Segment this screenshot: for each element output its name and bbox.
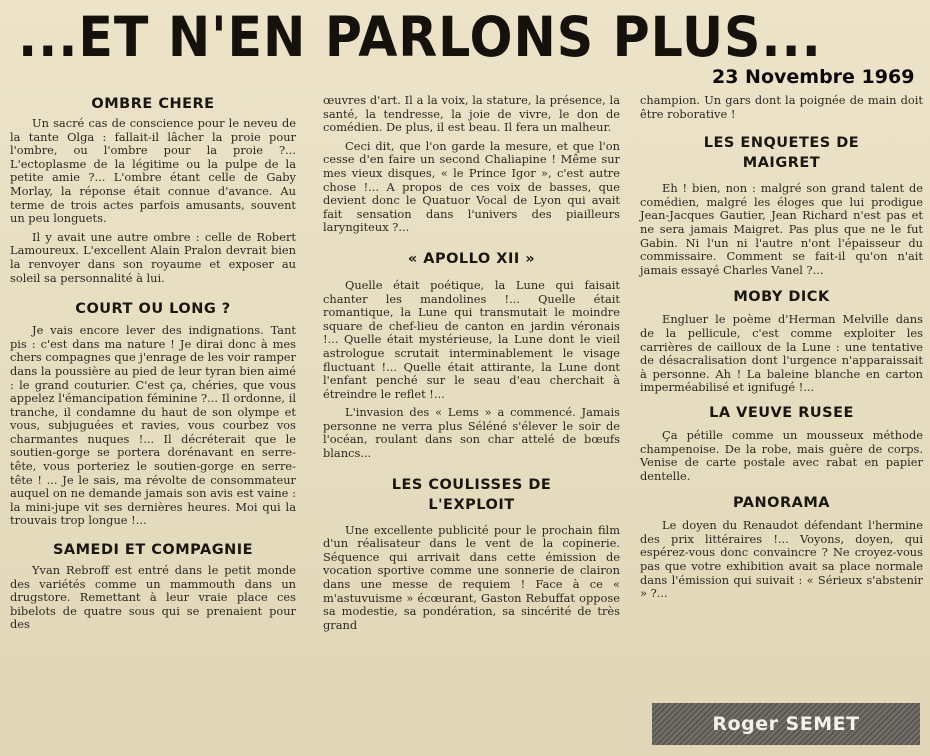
section-title-ombre-chere: OMBRE CHERE [91,96,215,112]
column-1 [10,94,296,632]
paragraph: Le doyen du Renaudot défendant l'hermine des prix littéraires !... Voyons, doyen, qui espérez-vous donc convaincre ? Ne croyez-vous pas que votre exhibition avait sa place normale dans l'émission qui suivait : « Sérieux s'abstenir » ?... [640,518,923,601]
paragraph: Ça pétille comme un mousseux méthode champenoise. De la robe, mais guère de corps. Venise de carte postale avec rabat en papier dentelle. [640,427,923,483]
section-title-panorama: PANORAMA [732,495,831,512]
section-title-les-enquetes-de-maigret: LES ENQUETES DE MAIGRET [703,135,860,172]
paragraph: champion. Un gars dont la poignée de main doit être roborative ! [640,93,923,121]
section-title-court-ou-long: COURT OU LONG ? [75,301,231,318]
author-signature-box [652,703,920,745]
column-2 [323,94,620,632]
paragraph: Engluer le poème d'Herman Melville dans de la pellicule, c'est comme exploiter les carrières de cailloux de la Lune : une tentative de désacralisation dont l'urgence n'apparaissait à personne. Ah ! La baleine blanche en carton imperméabilisé et ignifugé !... [640,312,923,395]
column-3 [640,94,923,601]
paragraph: Quelle était poétique, la Lune qui faisait chanter les mandolines !... Quelle était romantique, la Lune qui transmutait le moindre square de chef-lieu de canton en jardin véronais !... Quelle était mystérieuse, la Lune dont le vieil astrologue scrutait interminablement le visage fluctuant !... Quelle était attirante, la Lune dont l'enfant penché sur le seau d'eau cherchait à étreindre le reflet !... [323,277,620,401]
section-title-la-veuve-rusee: LA VEUVE RUSEE [709,404,854,421]
paragraph: Il y avait une autre ombre : celle de Robert Lamoureux. L'excellent Alain Pralon devrait bien la renvoyer dans son royaume et exposer au soleil sa personnalité à lui. [10,229,296,285]
publication-date: 23 Novembre 1969 [712,66,915,88]
page-headline: ...ET N'EN PARLONS PLUS... [18,5,822,69]
section-title-les-coulisses: LES COULISSES DE L'EXPLOIT [391,476,552,513]
paragraph: œuvres d'art. Il a la voix, la stature, la présence, la santé, la tendresse, la joie de vivre, le don de comédien. De plus, il est beau. Il fera un malheur. [323,93,620,135]
section-title-apollo-xii: « APOLLO XII » [407,250,536,267]
paragraph: Un sacré cas de conscience pour le neveu de la tante Olga : fallait-il lâcher la proie pour l'ombre, ou l'ombre pour la proie ?... L'ectoplasme de la légitime ou la pulpe de la petite amie ?... L'ombre étant celle de Gaby Morlay, la réponse était connue d'avance. Au terme de trois actes parfois amusants, souvent un peu longuets. [10,116,296,226]
paragraph: Yvan Rebroff est entré dans le petit monde des variétés comme un mammouth dans un drugstore. Remettant à leur vraie place ces bibelots de quatre sous qui se prenaient pour des [10,563,296,632]
paragraph: Je vais encore lever des indignations. Tant pis : c'est dans ma nature ! Je dirai donc à mes chers compagnes que j'enrage de les voir ramper dans la poussière au pied de leur tyran bien aimé : le grand couturier. C'est ça, chéries, que vous appelez l'émancipation féminine ?... Il ordonne, il tranche, il condamne du haut de son olympe et vous, subjuguées et ravies, vous courbez vos charmantes nuques !... Il décréterait que le soutien-gorge se portera dorénavant en serre-tête, vous porteriez le soutien-gorge en serre-tête ! ... Je le sais, ma révolte de consommateur auquel on ne demande jamais son avis est vaine : la mini-jupe vit ses dernières heures. Moi qui la trouvais trop longue !... [10,323,296,528]
section-title-moby-dick: MOBY DICK [733,289,830,306]
paragraph: L'invasion des « Lems » a commencé. Jamais personne ne verra plus Séléné s'élever le soir de l'océan, roulant dans son char attelé de bœufs blancs... [323,405,620,461]
section-title-samedi-et-compagnie: SAMEDI ET COMPAGNIE [52,542,254,559]
paragraph: Ceci dit, que l'on garde la mesure, et que l'on cesse d'en faire un second Chaliapine ! Même sur mes vieux disques, « le Prince Igor », c'est autre chose !... A propos de ces voix de basses, que devient donc le Quatuor Vocal de Lyon qui avait fait sensation dans l'univers des piailleurs laryngiteux ?... [323,138,620,235]
author-signature: Roger SEMET [712,713,860,735]
paragraph: Eh ! bien, non : malgré son grand talent de comédien, malgré les éloges que lui prodigue Jean-Jacques Gautier, Jean Richard n'est pas et ne sera jamais Maigret. Pas plus que ne le fut Gabin. Ni l'un ni l'autre n'ont l'épaisseur du commissaire. Comment se fait-il qu'on n'ait jamais essayé Charles Vanel ?... [640,181,923,277]
paragraph: Une excellente publicité pour le prochain film d'un réalisateur dans le vent de la copinerie. Séquence qui arrivait dans cette émission de vocation sportive comme une sonnerie de clairon dans une messe de requiem ! Face à ce « m'astuvuisme » écœurant, Gaston Rebuffat oppose sa modestie, sa pondération, sa sincérité de très grand [323,522,620,632]
